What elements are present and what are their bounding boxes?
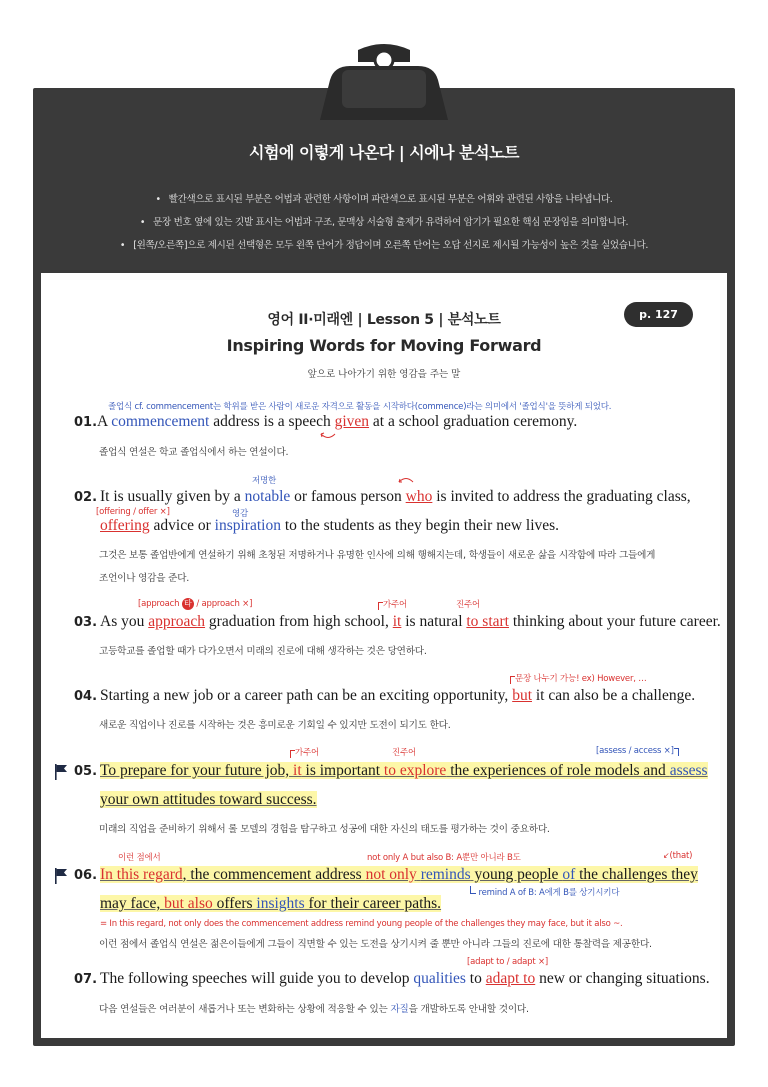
lesson-title: 영어 II·미래엔 | Lesson 5 | 분석노트 <box>267 312 501 328</box>
korean-translation: 새로운 직업이나 진로를 시작하는 것은 흥미로운 기회일 수 있지만 도전이 되기도 한다. <box>99 720 451 731</box>
arrow-icon <box>320 432 336 440</box>
sentence: offering advice or inspiration to the students as they begin their new lives. <box>100 517 560 534</box>
sentence-number: 01. <box>74 415 98 430</box>
annotation: 문장 나누기 가능! ex) However, … <box>510 672 647 684</box>
sentence-number: 04. <box>74 689 98 704</box>
annotation: 가주어 <box>378 598 407 610</box>
sentence-number: 05. <box>74 764 98 779</box>
paraphrase: = In this regard, not only does the commencement address remind young people of the challenges they may face, but it also ~. <box>100 919 623 929</box>
note-item: • 문장 번호 옆에 있는 깃발 표시는 어법과 구조, 문맥상 서술형 출제가 유력하여 암기가 필요한 핵심 문장임을 의미합니다. <box>33 211 735 234</box>
annotation: [adapt to / adapt ×] <box>467 957 549 967</box>
korean-translation: 그것은 보통 졸업반에게 연설하기 위해 초청된 저명하거나 유명한 인사에 의해 행해지는데, 학생들이 새로운 삶을 시작함에 따라 그들에게 <box>99 550 656 561</box>
note-item: • 빨간색으로 표시된 부분은 어법과 관련한 사항이며 파란색으로 표시된 부분은 어휘와 관련된 사항을 나타냅니다. <box>33 188 735 211</box>
flag-icon <box>54 868 68 884</box>
korean-translation: 조언이나 영감을 준다. <box>99 573 190 584</box>
transitive-badge: 타 <box>182 598 194 610</box>
main-title: Inspiring Words for Moving Forward <box>226 336 542 355</box>
page-number-badge: p. 127 <box>624 302 693 327</box>
note-item: • [왼쪽/오른쪽]으로 제시된 선택형은 모두 왼쪽 단어가 정답이며 오른쪽 단어는 오답 선지로 제시될 가능성이 높은 것을 실었습니다. <box>33 234 735 257</box>
sentence: To prepare for your future job, it is important to explore the experiences of role models and assess <box>100 762 708 779</box>
sentence-number: 06. <box>74 868 98 883</box>
header-notes <box>33 188 735 257</box>
annotation: not only A but also B: A뿐만 아니라 B도 <box>367 853 521 863</box>
sentence: It is usually given by a notable or famous person who is invited to address the graduating class, <box>100 488 691 505</box>
sentence-number: 07. <box>74 972 98 987</box>
korean-translation: 다음 연설들은 여러분이 새롭거나 또는 변화하는 상황에 적응할 수 있는 자질을 개발하도록 안내할 것이다. <box>99 1004 529 1015</box>
sentence: A commencement address is a speech given at a school graduation ceremony. <box>97 413 578 430</box>
annotation: 진주어 <box>392 748 417 758</box>
annotation: remind A of B: A에게 B를 상기시키다 <box>470 886 619 898</box>
annotation: ↙(that) <box>663 851 693 861</box>
arrow-icon <box>398 476 414 484</box>
sentence: As you approach graduation from high school, it is natural to start thinking about your future career. <box>100 613 721 630</box>
header-title: 시험에 이렇게 나온다 | 시에나 분석노트 <box>249 143 519 162</box>
annotation: 졸업식 cf. commencement는 학위를 받은 사람이 새로운 자격으로 활동을 시작하다(commence)라는 의미에서 '졸업식'을 뜻하게 되었다. <box>108 402 612 412</box>
header <box>33 88 735 273</box>
annotation: 영감 <box>232 509 249 519</box>
korean-translation: 고등학교를 졸업할 때가 다가오면서 미래의 진로에 대해 생각하는 것은 당연하다. <box>99 646 427 657</box>
annotation: [approach 타 / approach ×] <box>138 599 253 609</box>
annotation: [assess / access ×] <box>596 746 679 756</box>
sentence: may face, but also offers insights for their career paths. <box>100 895 442 912</box>
sentence-number: 02. <box>74 490 98 505</box>
sentence: Starting a new job or a career path can be an exciting opportunity, but it can also be a challenge. <box>100 687 696 704</box>
annotation: [offering / offer ×] <box>96 507 170 517</box>
sub-title: 앞으로 나아가기 위한 영감을 주는 말 <box>307 369 461 380</box>
korean-translation: 이런 점에서 졸업식 연설은 젊은이들에게 그들이 직면할 수 있는 도전을 상기시켜 줄 뿐만 아니라 그들의 진로에 대한 통찰력을 제공한다. <box>99 939 652 950</box>
korean-translation: 미래의 직업을 준비하기 위해서 롤 모델의 경험을 탐구하고 성공에 대한 자신의 태도를 평가하는 것이 중요하다. <box>99 824 550 835</box>
sentence: your own attitudes toward success. <box>100 791 317 808</box>
sentence-number: 03. <box>74 615 98 630</box>
annotation: 저명한 <box>252 476 277 486</box>
annotation: 가주어 <box>290 746 319 758</box>
annotation: 이런 점에서 <box>118 853 161 863</box>
sentence: The following speeches will guide you to develop qualities to adapt to new or changing situations. <box>100 970 710 987</box>
korean-translation: 졸업식 연설은 학교 졸업식에서 하는 연설이다. <box>99 447 289 458</box>
annotation: 진주어 <box>456 600 481 610</box>
sentence: In this regard, the commencement address not only reminds young people of the challenges they <box>100 866 698 883</box>
flag-icon <box>54 764 68 780</box>
